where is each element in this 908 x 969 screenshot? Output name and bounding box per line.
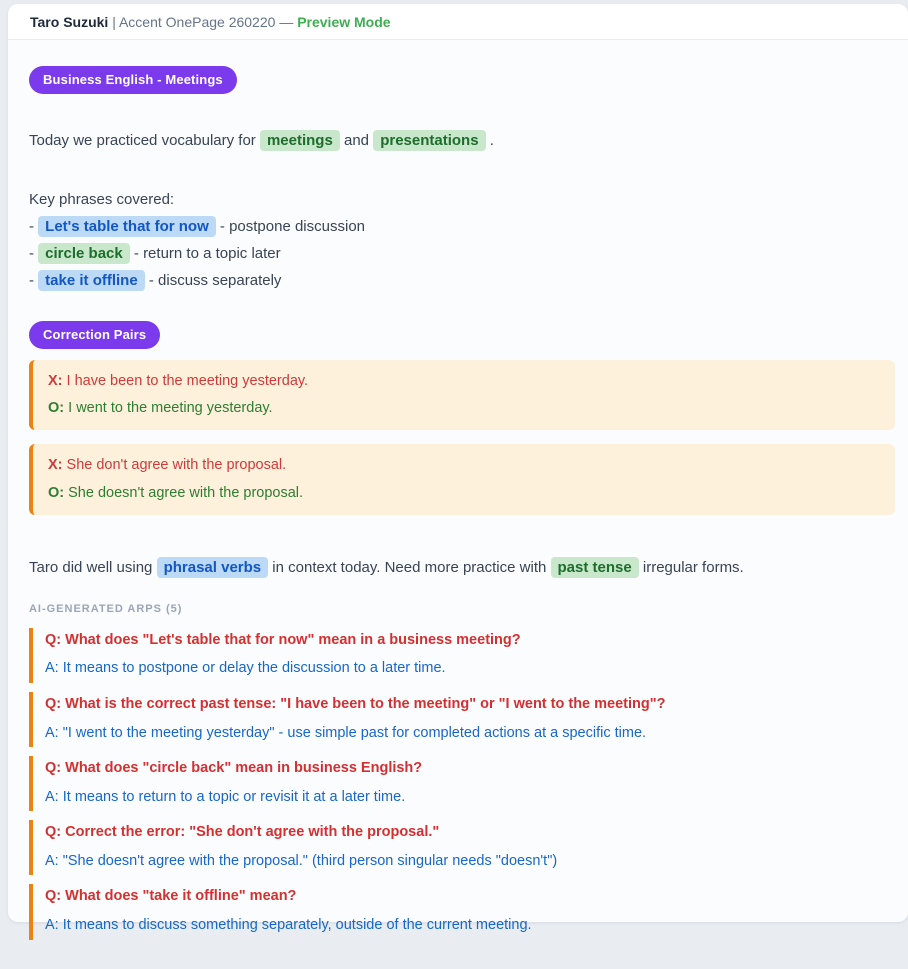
arps-section-heading: AI-GENERATED ARPS (5)	[29, 602, 183, 615]
correction-pair-card	[29, 444, 895, 515]
right-sentence	[48, 397, 879, 419]
phrase-definition: - discuss separately	[144, 271, 282, 289]
corrections-badge: Correction Pairs	[29, 321, 160, 349]
phrase-highlight: take it offline	[38, 270, 145, 291]
student-name: Taro Suzuki	[30, 14, 109, 30]
answer-text: A: "I went to the meeting yesterday" - use simple past for completed actions at a specific time.	[45, 724, 647, 741]
bullet: -	[29, 271, 39, 289]
qa-item	[29, 692, 895, 747]
summary-paragraph	[29, 557, 895, 580]
qa-item	[29, 884, 895, 939]
bullet: -	[29, 217, 39, 235]
qa-item	[29, 628, 895, 683]
phrase-highlight: circle back	[38, 243, 130, 264]
right-label: O:	[48, 484, 65, 501]
phrase-definition: - return to a topic later	[129, 244, 281, 262]
answer-text: A: It means to return to a topic or revisit it at a later time.	[45, 788, 406, 805]
qa-item	[29, 820, 895, 875]
bullet: -	[29, 244, 39, 262]
wrong-label: X:	[48, 372, 63, 389]
right-text: I went to the meeting yesterday.	[64, 399, 273, 416]
answer-text: A: It means to discuss something separately, outside of the current meeting.	[45, 916, 532, 933]
page-content	[8, 40, 908, 969]
onepage-preview-card	[8, 4, 908, 933]
skill-highlight-past-tense: past tense	[551, 557, 639, 578]
arps-list	[29, 628, 895, 940]
phrase-highlight: Let's table that for now	[38, 216, 216, 237]
header-bar	[8, 4, 908, 40]
key-phrases-section	[29, 186, 895, 294]
skill-highlight-phrasal-verbs: phrasal verbs	[157, 557, 269, 578]
vocab-highlight-presentations: presentations	[373, 130, 485, 151]
right-sentence	[48, 482, 879, 504]
correction-pair-card	[29, 360, 895, 431]
corrections-section	[29, 321, 895, 349]
intro-text: Today we practiced vocabulary for	[29, 132, 260, 149]
phrase-definition: - postpone discussion	[215, 217, 366, 235]
key-phrases-heading: Key phrases covered:	[29, 190, 175, 208]
summary-text: in context today. Need more practice with	[268, 559, 551, 577]
intro-paragraph	[29, 130, 895, 153]
document-title: | Accent OnePage 260220 —	[112, 14, 294, 30]
topic-badge: Business English - Meetings	[29, 66, 237, 94]
question-text: Q: Correct the error: "She don't agree with the proposal."	[45, 824, 440, 841]
intro-text: and	[339, 132, 374, 149]
summary-text: irregular forms.	[638, 559, 744, 577]
wrong-sentence	[48, 454, 879, 476]
vocab-highlight-meetings: meetings	[260, 130, 340, 151]
wrong-text: She don't agree with the proposal.	[62, 457, 287, 474]
wrong-text: I have been to the meeting yesterday.	[62, 372, 309, 389]
preview-mode-label[interactable]: Preview Mode	[297, 14, 391, 30]
question-text: Q: What does "take it offline" mean?	[45, 888, 297, 905]
right-text: She doesn't agree with the proposal.	[64, 484, 304, 501]
answer-text: A: "She doesn't agree with the proposal." (third person singular needs "doesn't")	[45, 852, 558, 869]
question-text: Q: What does "circle back" mean in business English?	[45, 760, 423, 777]
intro-text: .	[485, 132, 494, 149]
question-text: Q: What is the correct past tense: "I have been to the meeting" or "I went to the meeting"?	[45, 696, 666, 712]
key-phrase-item	[29, 213, 895, 240]
answer-text: A: It means to postpone or delay the discussion to a later time.	[45, 660, 446, 677]
key-phrase-item	[29, 267, 895, 294]
right-label: O:	[48, 399, 65, 416]
summary-text: Taro did well using	[29, 559, 157, 577]
question-text: Q: What does "Let's table that for now" mean in a business meeting?	[45, 631, 521, 648]
key-phrase-item	[29, 240, 895, 267]
wrong-label: X:	[48, 457, 63, 474]
qa-item	[29, 756, 895, 811]
wrong-sentence	[48, 370, 879, 392]
